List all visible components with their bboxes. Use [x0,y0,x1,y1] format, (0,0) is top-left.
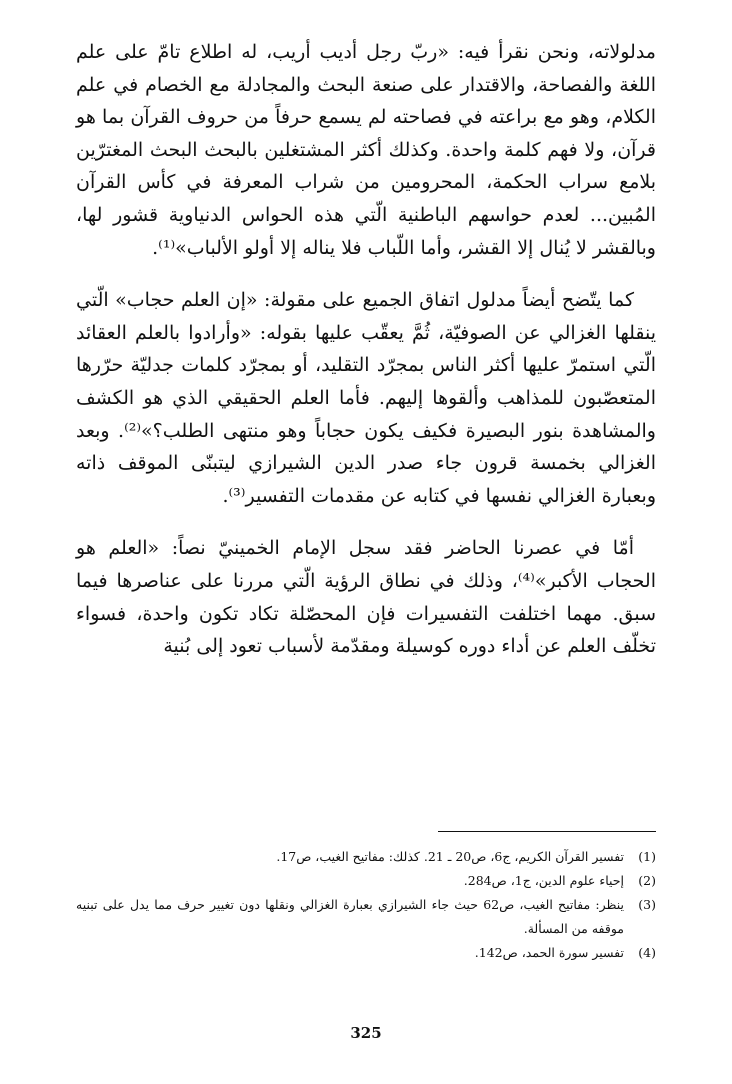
footnotes [76,845,656,965]
footnote-number: (1) [638,849,656,864]
footnote-text: تفسير القرآن الكريم، ج6، ص20 ـ 21. كذلك: مفاتيح الغيب، ص17. [276,849,624,864]
footnote-item [76,869,656,893]
page-number: 325 [350,1024,382,1042]
body-paragraph: كما يتّضح أيضاً مدلول اتفاق الجميع على مقولة: «إن العلم حجاب» الّتي ينقلها الغزالي عن الصوفيّة، ثُمَّ يعقّب عليها بقوله: «وأرادوا بالعلم العقائد الّتي استمرّ عليها أكثر الناس بمجرّد التقليد، أو بمجرّد كلمات جدليّة حرّرها المتعصّبون للمذاهب وألقوها إليهم. فأما العلم الحقيقي الذي هو الكشف والمشاهدة بنور البصيرة فكيف يكون حجاباً وهو منتهى الطلب؟»⁽²⁾. وبعد الغزالي بخمسة قرون جاء صدر الدين الشيرازي ليتبنّى الموقف ذاته وبعبارة الغزالي نفسها في كتابه عن مقدمات التفسير⁽³⁾. [76,289,656,507]
footnote-divider [438,831,656,832]
footnote-number: (2) [638,873,656,888]
footnote-item [76,941,656,965]
footnote-text: تفسير سورة الحمد، ص142. [474,945,624,960]
footnote-text: ينظر: مفاتيح الغيب، ص62 حيث جاء الشيرازي بعبارة الغزالي ونقلها دون تغيير حرف مما يدل على تبنيه موقفه من المسألة. [76,897,625,936]
footnote-number: (4) [638,945,656,960]
footnote-item [76,845,656,869]
footnote-text: إحياء علوم الدين، ج1، ص284. [463,873,624,888]
body-paragraph: أمّا في عصرنا الحاضر فقد سجل الإمام الخمينيّ نصاً: «العلم هو الحجاب الأكبر»⁽⁴⁾، وذلك في نطاق الرؤية الّتي مررنا على عناصرها فيما سبق. مهما اختلفت التفسيرات فإن المحصّلة تكاد تكون واحدة، فسواء تخلّف العلم عن أداء دوره كوسيلة ومقدّمة لأسباب تعود إلى بُنية [76,537,656,658]
main-text [76,36,656,663]
footnote-item [76,893,656,941]
body-paragraph: مدلولاته، ونحن نقرأ فيه: «ربّ رجل أديب أريب، له اطلاع تامّ على علم اللغة والفصاحة، والاقتدار على صنعة البحث والمجادلة مع الخصام في علم الكلام، وهو مع براعته في فصاحته لم يسمع حرفاً من حروف القرآن بما هو قرآن، ولا فهم كلمة واحدة. وكذلك أكثر المشتغلين بالبحث البحث المغترّين بلامع سراب الحكمة، المحرومين من شراب المعرفة في كأس القرآن المُبين... لعدم حواسهم الباطنية الّتي هذه الحواس الدنياوية قشور لها، وبالقشر لا يُنال إلا القشر، وأما اللّباب فلا يناله إلا أولو الألباب»⁽¹⁾. [76,41,656,259]
footnote-number: (3) [638,897,656,912]
